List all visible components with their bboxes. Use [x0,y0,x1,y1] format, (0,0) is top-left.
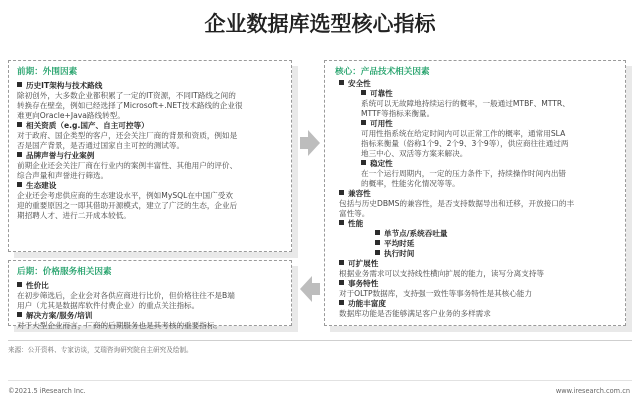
item-text: 功能丰富度 [348,299,386,308]
item-text: 系统可以无故障地持续运行的概率，一般通过MTBF、MTTR、 [361,99,570,108]
page-title: 企业数据库选型核心指标 [204,12,436,36]
square-bullet-icon [339,280,344,285]
late-phase-title: 后期：价格服务相关因素 [17,267,112,277]
item-description [335,209,615,219]
section-header-text: 性价比 [26,281,49,290]
section-header [17,181,283,191]
item-description [335,199,615,209]
arrow-left-icon [300,276,320,302]
item-description [335,139,615,149]
item-text: 性能 [348,219,364,228]
item-text: 执行时间 [384,249,415,258]
item-text: 指标来衡量（俗称1个9、2个9、3个9等），供应商往往通过两 [361,139,569,148]
item-text: 可用性 [370,119,393,128]
square-bullet-icon [375,250,380,255]
item-text: 的概率，性能劣化情况等等。 [361,179,460,188]
item-description [335,289,615,299]
item-text: 富性等。 [339,209,370,218]
core-phase-title: 核心：产品技术相关因素 [335,67,430,77]
section-line: 在初步筛选后，企业会对各供应商进行比价，但价格往往不是B端 [17,291,235,300]
late-phase-panel [8,260,292,330]
square-bullet-icon [17,82,22,87]
item-header [335,189,615,199]
item-text: 包括与历史DBMS的兼容性，是否支持数据导出和迁移，开放接口的丰 [339,199,575,208]
section-header [17,281,283,291]
item-text: 可用性指系统在给定时间内可以正常工作的概率，通常用SLA [361,129,566,138]
section-line: 综合声量和声誉进行筛选。 [17,171,109,180]
section-line: 期招聘人才、进行二开成本较低。 [17,211,131,220]
section-line: 对于政府、国企类型的客户，还会关注厂商的背景和资质，例如是 [17,131,238,140]
item-header [335,299,615,309]
item-text: 对于OLTP数据库，支持强一致性等事务特性是其核心能力 [339,289,533,298]
website: www.iresearch.com.cn [555,387,630,395]
bottom-divider [8,380,632,381]
square-bullet-icon [339,300,344,305]
section-header-text: 解决方案/服务/培训 [26,311,93,320]
square-bullet-icon [339,80,344,85]
item-text: 安全性 [348,79,371,88]
early-phase-title: 前期：外围因素 [17,67,78,77]
item-header [335,279,615,289]
copyright: ©2021.5 iResearch Inc. [8,387,86,395]
section-line: 前期企业还会关注厂商在行业内的案例丰富性、其他用户的评价、 [17,161,238,170]
item-description [335,109,615,119]
section-line: 否是国产背景，是否通过国家自主可控的测试等。 [17,141,185,150]
section-header [17,311,283,321]
item-header [335,89,615,99]
square-bullet-icon [361,90,366,95]
square-bullet-icon [17,152,22,157]
item-text: 稳定性 [370,159,393,168]
square-bullet-icon [17,182,22,187]
item-header [335,259,615,269]
item-header [335,119,615,129]
square-bullet-icon [17,282,22,287]
section-line: 除初创外，大多数企业都积累了一定的IT资源，不同IT路线之间的 [17,91,236,100]
item-description [335,149,615,159]
item-header [335,79,615,89]
section-line: 转换存在壁垒，例如已经选择了Microsoft+.NET技术路线的企业很 [17,101,243,110]
item-text: 可扩展性 [348,259,379,268]
square-bullet-icon [361,160,366,165]
item-description [335,169,615,179]
source-note: 来源：公开资料、专家访谈，艾瑞咨询研究院自主研究及绘制。 [8,346,193,354]
item-description [335,269,615,279]
item-description [335,179,615,189]
square-bullet-icon [361,120,366,125]
item-text: 在一个运行周期内，一定的压力条件下，持续操作时间内出错 [361,169,567,178]
item-header [335,159,615,169]
item-text: 可靠性 [370,89,393,98]
core-phase-panel [324,60,626,326]
section-header-text: 生态建设 [26,181,57,190]
item-text: 兼容性 [348,189,371,198]
section-header-text: 相关资质（e.g.国产、自主可控等） [26,121,149,130]
square-bullet-icon [339,220,344,225]
item-description [335,99,615,109]
square-bullet-icon [339,260,344,265]
item-description [335,309,615,319]
square-bullet-icon [375,240,380,245]
square-bullet-icon [339,190,344,195]
item-text: 根据业务需求可以支持线性横向扩展的能力，读写分离支持等 [339,269,545,278]
section-line: 用户（尤其是数据库软件付费企业）的重点关注指标。 [17,301,200,310]
square-bullet-icon [17,312,22,317]
section-line: 对于大型企业而言，厂商的后期服务也是其考核的重要指标。 [17,321,223,330]
arrow-right-icon [300,130,320,156]
item-header [335,239,615,249]
section-line: 迎的重要原因之一即其借助开源模式，建立了广泛的生态，企业后 [17,201,238,210]
square-bullet-icon [17,122,22,127]
item-text: MTTF等指标来衡量。 [361,109,435,118]
item-text: 地三中心、双活等方案来解决。 [361,149,468,158]
item-text: 数据库功能是否能够满足客户业务的多样需求 [339,309,491,318]
section-line: 难更向Oracle+Java路线转型。 [17,111,125,120]
item-text: 事务特性 [348,279,379,288]
section-header [17,151,283,161]
item-header [335,229,615,239]
footer-divider [8,340,632,341]
section-header-text: 品牌声誉与行业案例 [26,151,95,160]
early-phase-panel [8,60,292,252]
section-header [17,81,283,91]
item-header [335,249,615,259]
item-text: 平均时延 [384,239,415,248]
item-description [335,129,615,139]
item-text: 单节点/系统吞吐量 [384,229,448,238]
section-header [17,121,283,131]
item-header [335,219,615,229]
square-bullet-icon [375,230,380,235]
section-header-text: 历史IT架构与技术路线 [26,81,103,90]
section-line: 企业还会考虑供应商的生态建设水平，例如MySQL在中国广受欢 [17,191,233,200]
